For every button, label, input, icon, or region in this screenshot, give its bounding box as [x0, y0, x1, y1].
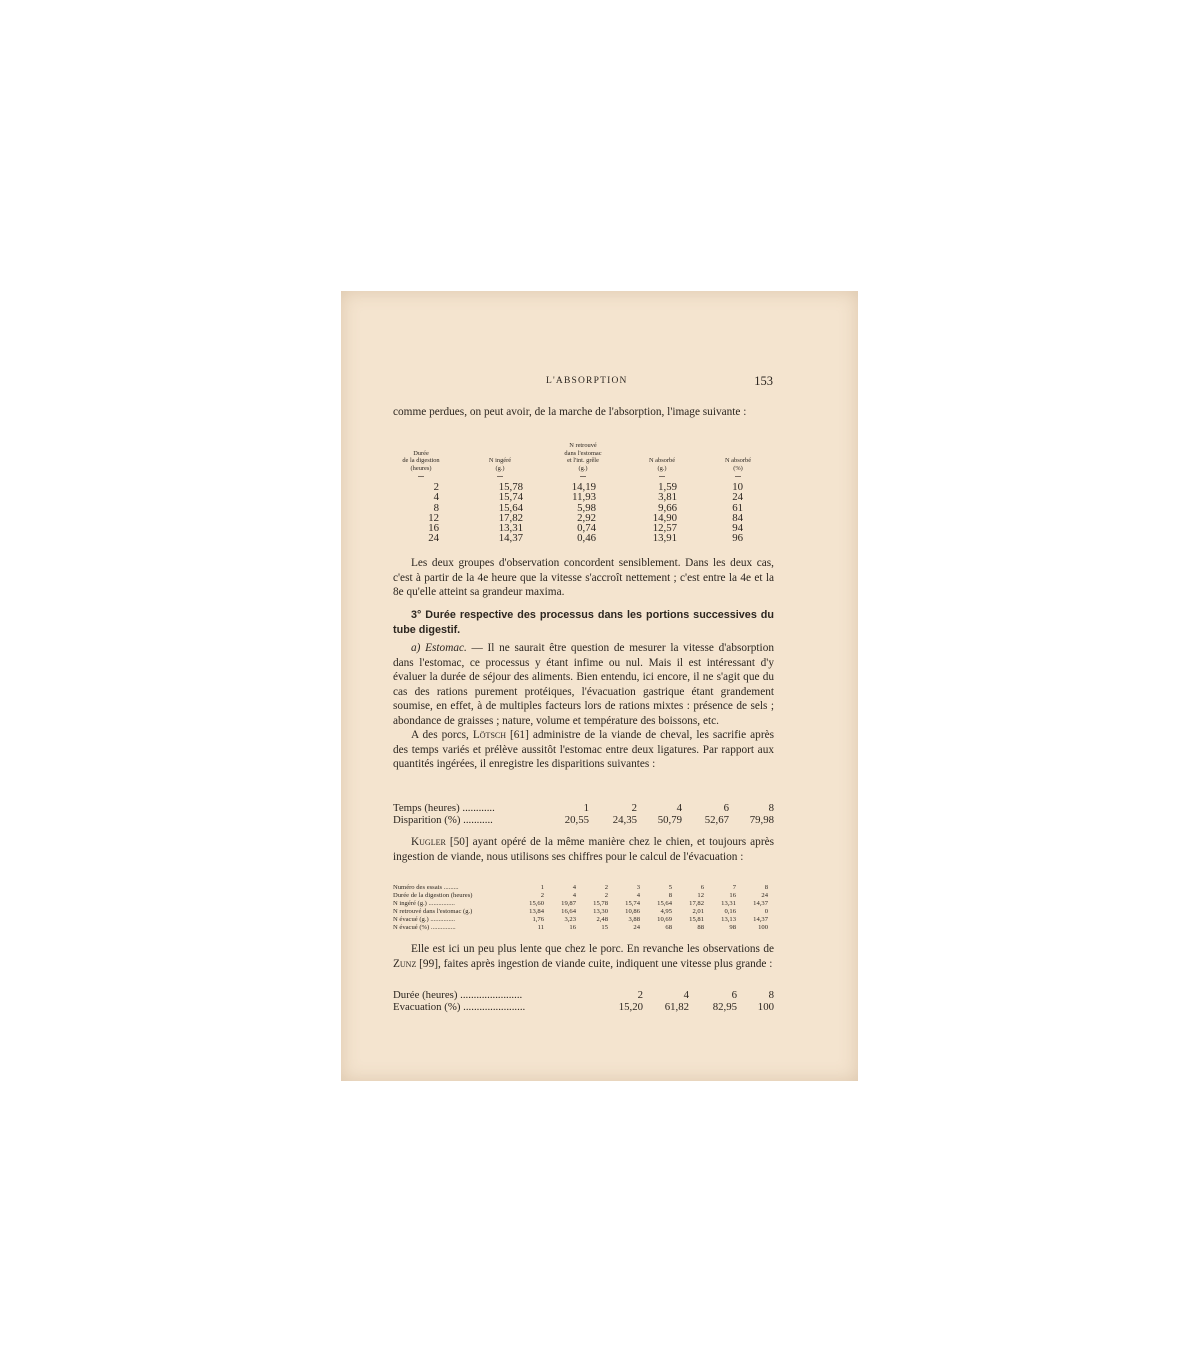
table-cell: 4: [683, 989, 689, 1001]
table-cell: 13,31: [498, 522, 523, 535]
table-cell: 61,82: [664, 1000, 689, 1013]
table-cell: 68: [665, 924, 672, 931]
table-cell: 4: [433, 491, 439, 504]
table-cell: 3,88: [628, 916, 640, 923]
running-title: L'ABSORPTION: [546, 376, 628, 386]
table-cell: 15,64: [498, 501, 523, 514]
table-cell: 19,87: [561, 900, 576, 907]
table-row: [393, 924, 774, 932]
table-cell: 13,84: [529, 908, 544, 915]
table-cell: 8: [433, 501, 439, 514]
page-number: 153: [754, 374, 773, 388]
row-label: Durée (heures) .......................: [393, 989, 523, 1001]
table-cell: 14,90: [652, 511, 677, 524]
absorption-table-header: [393, 432, 774, 472]
table-cell: 15,78: [498, 481, 523, 493]
table-cell: 20,55: [564, 813, 589, 826]
table-cell: 1,76: [532, 916, 544, 923]
lotsch-table: [393, 803, 774, 826]
table-cell: 52,67: [704, 813, 729, 826]
table-row: [393, 892, 774, 900]
table-cell: 14,37: [498, 532, 523, 545]
table-cell: 2,48: [596, 916, 608, 923]
table-cell: 13,91: [652, 532, 677, 545]
zunz-table: [393, 990, 774, 1013]
running-head: [341, 376, 858, 390]
table-cell: 1: [583, 802, 589, 814]
table-row: [393, 815, 774, 827]
table-row: [393, 533, 774, 543]
table-cell: 5: [668, 884, 672, 891]
table-cell: 8: [668, 892, 672, 899]
table-cell: 96: [732, 532, 743, 545]
absorption-table-body: [393, 482, 774, 544]
rule: [735, 476, 741, 477]
table-cell: 6: [723, 802, 729, 814]
table-cell: 1,59: [658, 481, 677, 493]
estomac-paragraph: a) Estomac. — Il ne saurait être question de mesurer la vitesse d'absorption dans l'estomac, ce processus y étant infime ou nul. Mais il est intéressant d'y évaluer la durée de séjour des aliments. Bien entendu, ici encore, il ne s'agit que du cas des rations purement protéiques, l'évacuation gastrique étant grandement soumise, en effet, à de multiples facteurs lors de rations mixtes : présence de sels ; abondance de graisses ; nature, volume et température des boissons, etc. A des porcs, Lötsch [61] administre de la viande de cheval, les sacrifie après des temps variés et prélève aussitôt l'estomac entre deux ligatures. Par rapport aux quantités ingérées, il enregistre les disparitions suivantes :: [393, 642, 774, 770]
author-lotsch: Lötsch: [472, 729, 507, 741]
table-cell: 6: [731, 989, 737, 1001]
table-cell: 100: [757, 1000, 774, 1013]
table-row: [393, 900, 774, 908]
table-cell: 2: [604, 884, 608, 891]
table-cell: 13,13: [721, 916, 736, 923]
row-label: Evacuation (%) .......................: [393, 1000, 526, 1013]
table-row: [393, 990, 774, 1002]
row-label: Temps (heures) ............: [393, 802, 495, 814]
table-cell: 7: [732, 884, 736, 891]
table-row: [393, 916, 774, 924]
table-cell: 11,93: [572, 491, 596, 504]
table-cell: 2: [631, 802, 637, 814]
table-cell: 50,79: [657, 813, 682, 826]
author-zunz: Zunz: [393, 957, 417, 970]
table-cell: 15,20: [618, 1000, 643, 1013]
table-cell: 11: [537, 924, 544, 931]
table-cell: 14,37: [753, 916, 768, 923]
author-kugler: Kugler: [411, 836, 446, 848]
table-cell: 0,74: [577, 522, 596, 535]
book-page: [341, 291, 858, 1081]
intro-paragraph: comme perdues, on peut avoir, de la marche de l'absorption, l'image suivante :: [393, 406, 747, 418]
table-cell: 2: [433, 481, 439, 493]
table-cell: 4: [572, 884, 576, 891]
table-cell: 88: [697, 924, 704, 931]
table-cell: 2,01: [692, 908, 704, 915]
table-cell: 5,98: [577, 501, 596, 514]
table-cell: 2: [637, 989, 643, 1001]
table-cell: 8: [768, 802, 774, 814]
table-cell: 0: [764, 908, 768, 915]
kugler-paragraph: Kugler [50] ayant opéré de la même manière chez le chien, et toujours après ingestion de viande, nous utilisons ses chiffres pour le calcul de l'évacuation :: [393, 836, 774, 863]
table-cell: 3: [636, 884, 640, 891]
table-cell: 14,19: [571, 481, 596, 493]
table-cell: 17,82: [689, 900, 704, 907]
table-cell: 3,23: [564, 916, 576, 923]
absorption-table: [393, 432, 774, 544]
table-cell: 94: [732, 522, 743, 535]
table-cell: 4,95: [660, 908, 672, 915]
table-cell: 16: [729, 892, 736, 899]
table-cell: 17,82: [498, 511, 523, 524]
table-cell: 2,92: [577, 511, 596, 524]
row-label: Durée de la digestion (heures): [393, 892, 473, 899]
table-cell: 2: [540, 892, 544, 899]
table-cell: 24,35: [612, 813, 637, 826]
table-cell: 15,74: [625, 900, 640, 907]
table-cell: 15,78: [593, 900, 608, 907]
table-cell: 6: [700, 884, 704, 891]
table-cell: 4: [636, 892, 640, 899]
table-cell: 16: [569, 924, 576, 931]
table-cell: 16: [428, 522, 439, 535]
table-cell: 84: [732, 511, 743, 524]
table-cell: 24: [633, 924, 640, 931]
table-cell: 10: [732, 481, 743, 493]
row-label: N évacué (g.) ...............: [393, 916, 456, 923]
table-cell: 15,81: [689, 916, 704, 923]
row-label: N ingéré (g.) ................: [393, 900, 455, 907]
table-cell: 15,60: [529, 900, 544, 907]
header-n-retrouve: N retrouvé dans l'estomac et l'int. grêle (g.): [564, 442, 602, 472]
table-cell: 24: [761, 892, 768, 899]
table-cell: 82,95: [712, 1000, 737, 1013]
table-cell: 24: [732, 491, 743, 504]
header-n-ingere: N ingéré (g.): [488, 457, 512, 472]
table-cell: 14,37: [753, 900, 768, 907]
row-label: N évacué (%) ...............: [393, 924, 456, 931]
table-cell: 1: [540, 884, 544, 891]
kugler-table: [393, 884, 774, 932]
table-row: [393, 1002, 774, 1014]
row-label: Disparition (%) ...........: [393, 813, 493, 826]
table-row: [393, 908, 774, 916]
table-cell: 12: [697, 892, 704, 899]
table-cell: 9,66: [658, 501, 677, 514]
table-cell: 13,31: [721, 900, 736, 907]
header-n-absorbe-g: N absorbé (g.): [648, 457, 676, 472]
table-cell: 12: [428, 511, 439, 524]
table-cell: 15: [601, 924, 608, 931]
table-cell: 0,46: [577, 532, 596, 545]
header-n-absorbe-pct: N absorbé (%): [724, 457, 752, 472]
table-cell: 8: [764, 884, 768, 891]
table-cell: 0,16: [724, 908, 736, 915]
table-cell: 12,57: [652, 522, 677, 535]
section-heading: 3° Durée respective des processus dans les portions successives du tube digestif.: [393, 609, 774, 636]
table-cell: 100: [758, 924, 768, 931]
table-cell: 4: [572, 892, 576, 899]
table-cell: 8: [768, 989, 774, 1001]
table-cell: 61: [732, 501, 743, 514]
table-cell: 13,30: [593, 908, 608, 915]
rule: [659, 476, 665, 477]
row-label: N retrouvé dans l'estomac (g.): [393, 908, 473, 915]
table-row: [393, 884, 774, 892]
table-cell: 15,64: [657, 900, 672, 907]
table-row: [393, 803, 774, 815]
table-cell: 79,98: [749, 813, 774, 826]
table-cell: 3,81: [658, 491, 677, 504]
lotsch-paragraph: A des porcs, Lötsch [61] administre de la viande de cheval, les sacrifie après des temps variés et prélève aussitôt l'estomac entre deux ligatures. Par rapport aux quantités ingérées, il enregistre les disparitions suivantes :: [393, 729, 774, 770]
header-duree: Durée de la digestion (heures): [402, 449, 440, 472]
table-cell: 10,86: [625, 908, 640, 915]
row-label: Numéro des essais .........: [393, 884, 459, 891]
estomac-label: a) Estomac.: [411, 642, 467, 654]
table-cell: 24: [428, 532, 439, 545]
table-cell: 2: [604, 892, 608, 899]
table-cell: 98: [729, 924, 736, 931]
table-cell: 10,69: [657, 916, 672, 923]
rule: [418, 476, 424, 477]
table-cell: 4: [676, 802, 682, 814]
table-cell: 16,64: [561, 908, 576, 915]
rule: [497, 476, 503, 477]
section-heading-block: [393, 608, 774, 637]
table-cell: 15,74: [498, 491, 523, 504]
rule: [580, 476, 586, 477]
zunz-paragraph: Elle est ici un peu plus lente que chez le porc. En revanche les observations de Zunz [99], faites après ingestion de viande cuite, indiquent une vitesse plus grande :: [393, 943, 774, 970]
groups-paragraph: Les deux groupes d'observation concordent sensiblement. Dans les deux cas, c'est à partir de la 4e heure que la vitesse s'accroît nettement ; c'est entre la 4e et la 8e qu'elle atteint sa grandeur maxima.: [393, 557, 774, 598]
